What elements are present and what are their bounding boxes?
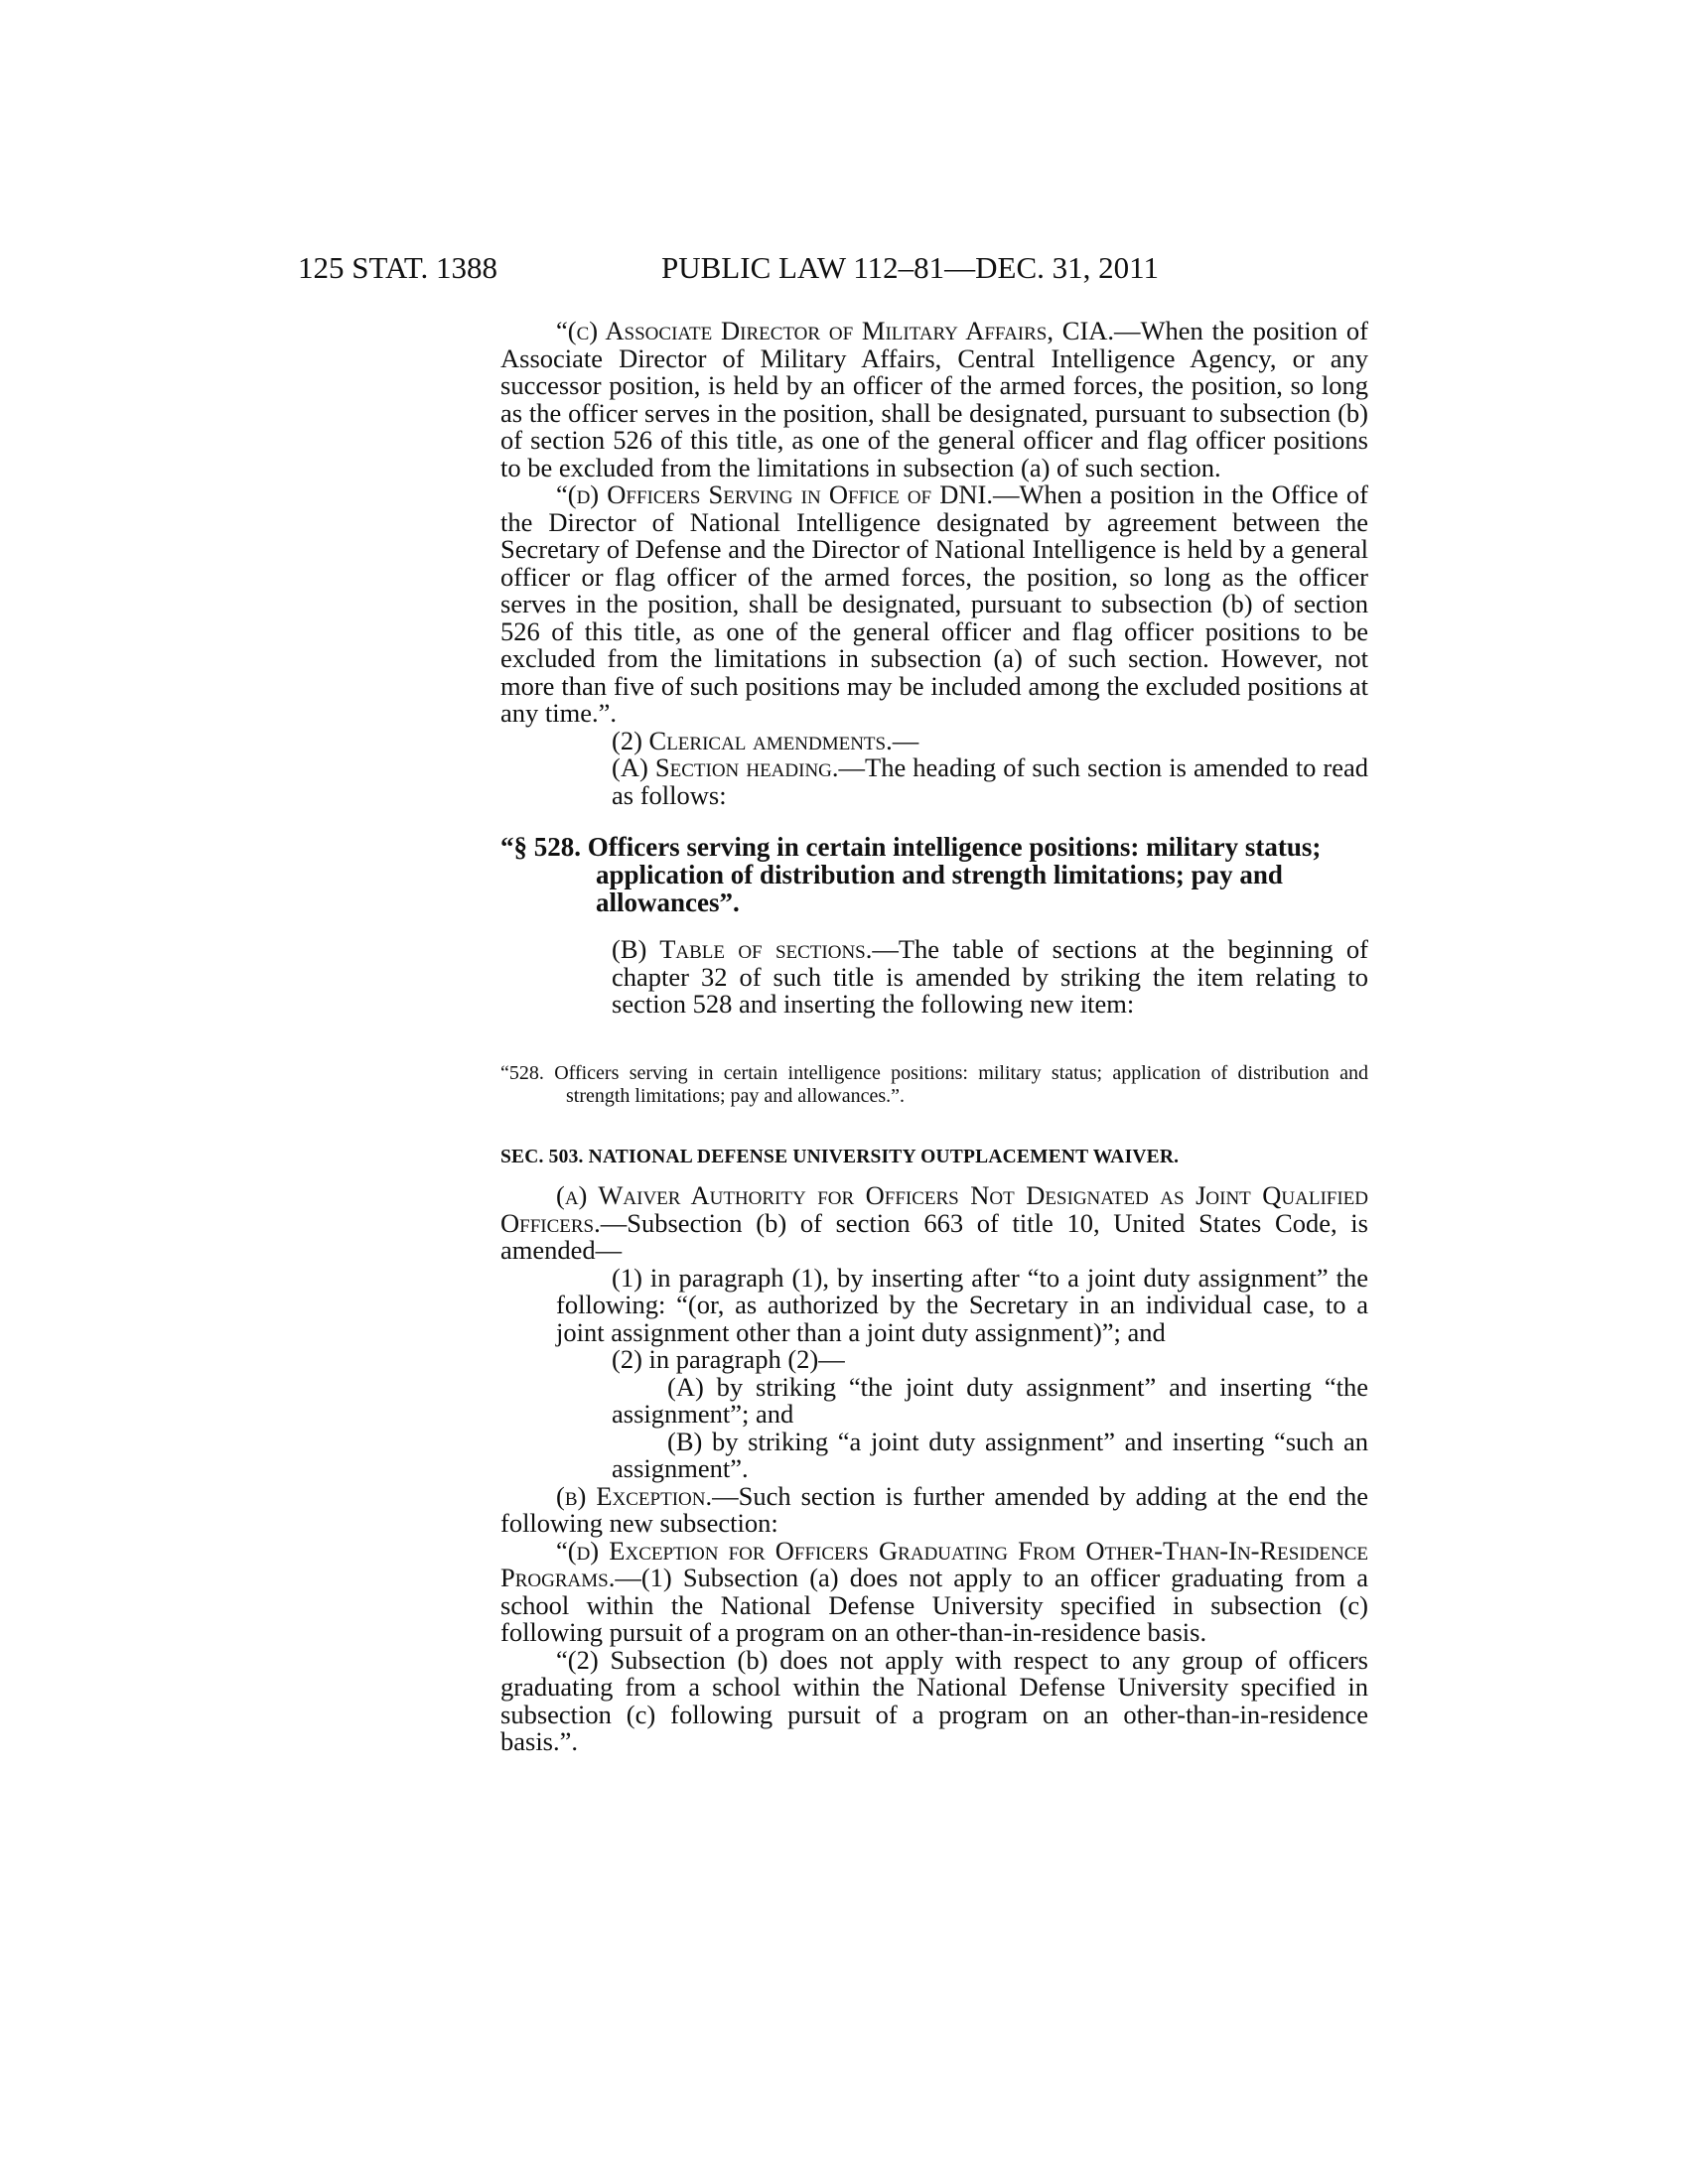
- section-503-heading: SEC. 503. NATIONAL DEFENSE UNIVERSITY OUTPLACEMENT WAIVER.: [500, 1146, 1180, 1167]
- paragraph-B-heading: (B) Table of sections.: [612, 934, 873, 964]
- table-of-sections-item: “528. Officers serving in certain intelligence positions: military status; application of distribution and strength limitations; pay and allowances.”.: [500, 1061, 1368, 1107]
- document-body: [500, 318, 1368, 1756]
- clerical-amendments: (2) Clerical amendments.—: [612, 725, 919, 755]
- subsection-a-waiver: [500, 1182, 1368, 1265]
- subsection-a-heading: (a) Waiver Authority for Officers Not Designated as Joint Qualified Officers.: [500, 1180, 1368, 1238]
- new-subsection-d: [500, 1535, 1368, 1647]
- new-subsection-d-text: —(1) Subsection (a) does not apply to an officer graduating from a school within the National Defense University specified in subsection (c) following pursuit of a program on an other-than-in-residence basis.: [500, 1563, 1368, 1647]
- new-subsection-d-paragraph-2: “(2) Subsection (b) does not apply with respect to any group of officers graduating from a school within the National Defense University specified in subsection (c) following pursuit of a program on an other-than-in-residence basis.”.: [500, 1644, 1368, 1756]
- stat-page-number: 125 STAT. 1388: [298, 250, 498, 285]
- subsection-d: [500, 481, 1368, 728]
- paragraph-2-B: (B) by striking “a joint duty assignment” and inserting “such an assignment”.: [612, 1426, 1368, 1483]
- section-528-heading: “§ 528. Officers serving in certain intelligence positions: military status; application of distribution and strength limitations; pay and allowances”.: [500, 832, 1322, 917]
- paragraph-A-text: —The heading of such section is amended to read as follows:: [612, 752, 1368, 810]
- subsection-b-text: —Such section is further amended by adding at the end the following new subsection:: [500, 1480, 1368, 1538]
- paragraph-B-text: —The table of sections at the beginning of chapter 32 of such title is amended by striking the item relating to section 528 and inserting the following new item:: [612, 934, 1368, 1019]
- subsection-b-exception: [500, 1480, 1368, 1538]
- running-header: PUBLIC LAW 112–81—DEC. 31, 2011: [661, 250, 1159, 285]
- subsection-a-text: —Subsection (b) of section 663 of title 10, United States Code, is amended—: [500, 1207, 1368, 1265]
- subsection-b-heading: (b) Exception.: [556, 1480, 713, 1511]
- new-subsection-d-heading: “(d) Exception for Officers Graduating From Other-Than-In-Residence Programs.: [500, 1535, 1368, 1592]
- paragraph-1: (1) in paragraph (1), by inserting after “to a joint duty assignment” the following: “(or, as authorized by the Secretary in an individual case, to a joint assignment other than a joint duty assignment)”; and: [556, 1262, 1368, 1347]
- subsection-c-text: —When the position of Associate Director of Military Affairs, Central Intelligence Agency, or any successor position, is held by an officer of the armed forces, the position, so long as the officer serves in the position, shall be designated, pursuant to subsection (b) of section 526 of this title, as one of the general officer and flag officer positions to be excluded from the limitations in subsection (a) of such section.: [500, 316, 1368, 482]
- paragraph-2-A: (A) by striking “the joint duty assignment” and inserting “the assignment”; and: [612, 1371, 1368, 1429]
- paragraph-A-heading: (A) Section heading.: [612, 752, 839, 782]
- subsection-d-text: —When a position in the Office of the Director of National Intelligence designated by agreement between the Secretary of Defense and the Director of National Intelligence is held by a general officer or flag officer of the armed forces, the position, so long as the officer serves in the position, shall be designated, pursuant to subsection (b) of section 526 of this title, as one of the general officer and flag officer positions to be excluded from the limitations in subsection (a) of such section. However, not more than five of such positions may be included among the excluded positions at any time.”.: [500, 479, 1368, 728]
- subsection-c: [500, 318, 1368, 481]
- subsection-d-heading: “(d) Officers Serving in Office of DNI.: [556, 479, 993, 509]
- paragraph-2: (2) in paragraph (2)—: [612, 1344, 845, 1374]
- paragraph-B: [500, 936, 1368, 1019]
- subsection-c-heading: “(c) Associate Director of Military Affairs, CIA.: [556, 316, 1115, 345]
- paragraph-A: [500, 754, 1368, 809]
